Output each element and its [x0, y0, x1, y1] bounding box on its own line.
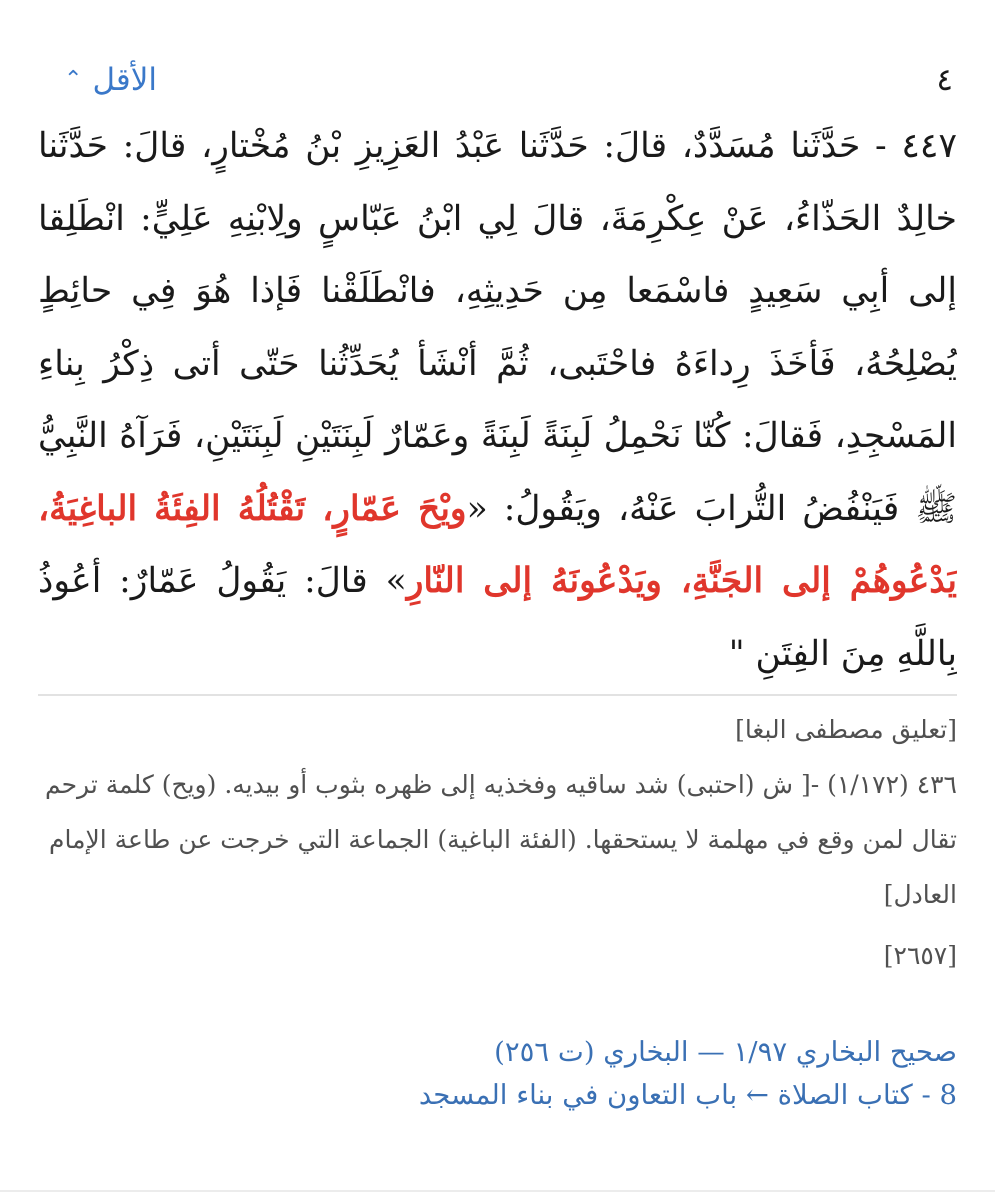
hadith-header: [38, 52, 957, 108]
collapse-label: الأقل: [92, 62, 158, 98]
hadith-text: [38, 110, 957, 690]
divider: [38, 694, 957, 696]
collapse-button[interactable]: [38, 62, 157, 98]
hadith-highlight: ويْحَ عَمّارٍ، تَقْتُلُهُ الفِئَةُ الباغِيَةُ، يَدْعُوهُمْ إلى الجَنَّةِ، ويَدْعُونَهُ إلى النّارِ: [38, 488, 957, 601]
source-links: [38, 1031, 957, 1117]
book-link[interactable]: صحيح البخاري ١/٩٧ — البخاري (ت ٢٥٦): [494, 1036, 957, 1068]
hadith-text-part1: ٤٤٧ - حَدَّثَنا مُسَدَّدٌ، قالَ: حَدَّثَنا عَبْدُ العَزِيزِ بْنُ مُخْتارٍ، قالَ: حَدَّثَنا خالِدٌ الحَذّاءُ، عَنْ عِكْرِمَةَ، قالَ لِي ابْنُ عَبّاسٍ ولِابْنِهِ عَلِيٍّ: انْطَلِقا إلى أبِي سَعِيدٍ فاسْمَعا مِن حَدِيثِهِ، فانْطَلَقْنا فَإذا هُوَ فِي حائِطٍ يُصْلِحُهُ، فَأخَذَ رِداءَهُ فاحْتَبى، ثُمَّ أنْشَأ يُحَدِّثُنا حَتّى أتى ذِكْرُ بِناءِ المَسْجِدِ، فَقالَ: كُنّا نَحْمِلُ لَبِنَةً لَبِنَةً وعَمّارٌ لَبِنَتَيْنِ لَبِنَتَيْنِ، فَرَآهُ النَّبِيُّ ﷺ فَيَنْفُضُ التُّرابَ عَنْهُ، ويَقُولُ: «: [38, 126, 957, 529]
commentary-heading: [تعليق مصطفى البغا]: [735, 715, 957, 744]
bottom-divider: [0, 1190, 995, 1192]
commentary-reference: [٢٦٥٧]: [883, 941, 957, 970]
chevron-up-icon: ⌃: [64, 67, 83, 92]
hadith-index: ٤: [936, 62, 953, 98]
commentary: [38, 702, 957, 983]
hadith-text-part2: » قالَ: يَقُولُ عَمّارٌ: أعُوذُ بِاللَّهِ مِنَ الفِتَنِ ": [38, 561, 957, 674]
chapter-link[interactable]: 8 - كتاب الصلاة ← باب التعاون في بناء المسجد: [418, 1079, 957, 1111]
commentary-body: ٤٣٦ (١/١٧٢) -[ ش (احتبى) شد ساقيه وفخذيه إلى ظهره بثوب أو بيديه. (ويح) كلمة ترحم تقال لمن وقع في مهلمة لا يستحقها. (الفئة الباغية) الجماعة التي خرجت عن طاعة الإمام العادل]: [44, 770, 957, 909]
